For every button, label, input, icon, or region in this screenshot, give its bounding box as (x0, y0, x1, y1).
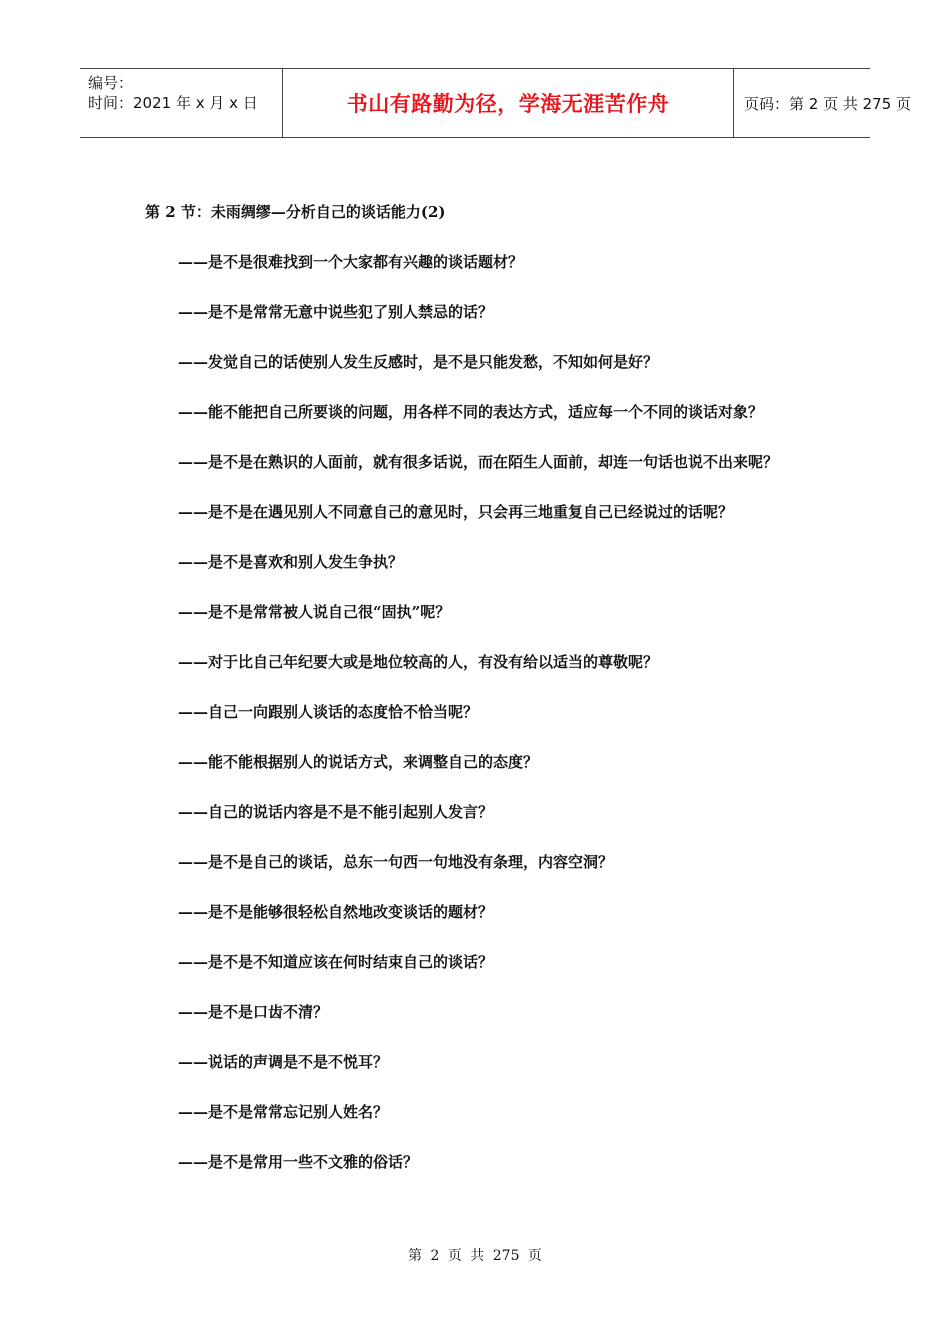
header-motto: 书山有路勤为径，学海无涯苦作舟 (346, 92, 670, 116)
page-footer: 第 2 页 共 275 页 (408, 1248, 542, 1264)
question-item: ——自己一向跟别人谈话的态度恰不恰当呢？ (178, 703, 479, 721)
question-item: ——是不是能够很轻松自然地改变谈话的题材？ (178, 903, 494, 921)
document-number-label: 编号： (88, 74, 134, 92)
question-item: ——是不是在熟识的人面前，就有很多话说，而在陌生人面前，却连一句话也说不出来呢？ (178, 453, 779, 471)
document-body (145, 200, 810, 1200)
question-item: ——是不是不知道应该在何时结束自己的谈话？ (178, 953, 494, 971)
document-header (80, 68, 912, 138)
question-item: ——说话的声调是不是不悦耳？ (178, 1053, 389, 1071)
question-item: ——是不是很难找到一个大家都有兴趣的谈话题材？ (178, 253, 524, 271)
question-item: ——发觉自己的话使别人发生反感时，是不是只能发愁，不知如何是好？ (178, 353, 659, 371)
question-item: ——是不是在遇见别人不同意自己的意见时，只会再三地重复自己已经说过的话呢？ (178, 503, 734, 521)
question-item: ——能不能根据别人的说话方式，来调整自己的态度？ (178, 753, 539, 771)
question-item: ——是不是常用一些不文雅的俗话？ (178, 1153, 419, 1171)
question-item: ——是不是常常忘记别人姓名？ (178, 1103, 389, 1121)
question-item: ——能不能把自己所要谈的问题，用各样不同的表达方式，适应每一个不同的谈话对象？ (178, 403, 764, 421)
header-meta (80, 69, 282, 137)
question-item: ——是不是口齿不清？ (178, 1003, 329, 1021)
question-item: ——是不是常常被人说自己很“固执”呢？ (178, 603, 451, 621)
question-item: ——是不是自己的谈话，总东一句西一句地没有条理，内容空洞？ (178, 853, 614, 871)
question-item: ——是不是常常无意中说些犯了别人禁忌的话？ (178, 303, 494, 321)
question-item: ——是不是喜欢和别人发生争执？ (178, 553, 404, 571)
section-title: 第 2 节：未雨绸缪—分析自己的谈话能力(2) (145, 203, 446, 221)
header-motto-cell (282, 69, 734, 137)
header-page-info: 页码：第 2 页 共 275 页 (744, 94, 912, 113)
document-date: 时间：2021 年 x 月 x 日 (88, 94, 258, 112)
question-item: ——对于比自己年纪要大或是地位较高的人，有没有给以适当的尊敬呢？ (178, 653, 659, 671)
question-item: ——自己的说话内容是不是不能引起别人发言？ (178, 803, 494, 821)
